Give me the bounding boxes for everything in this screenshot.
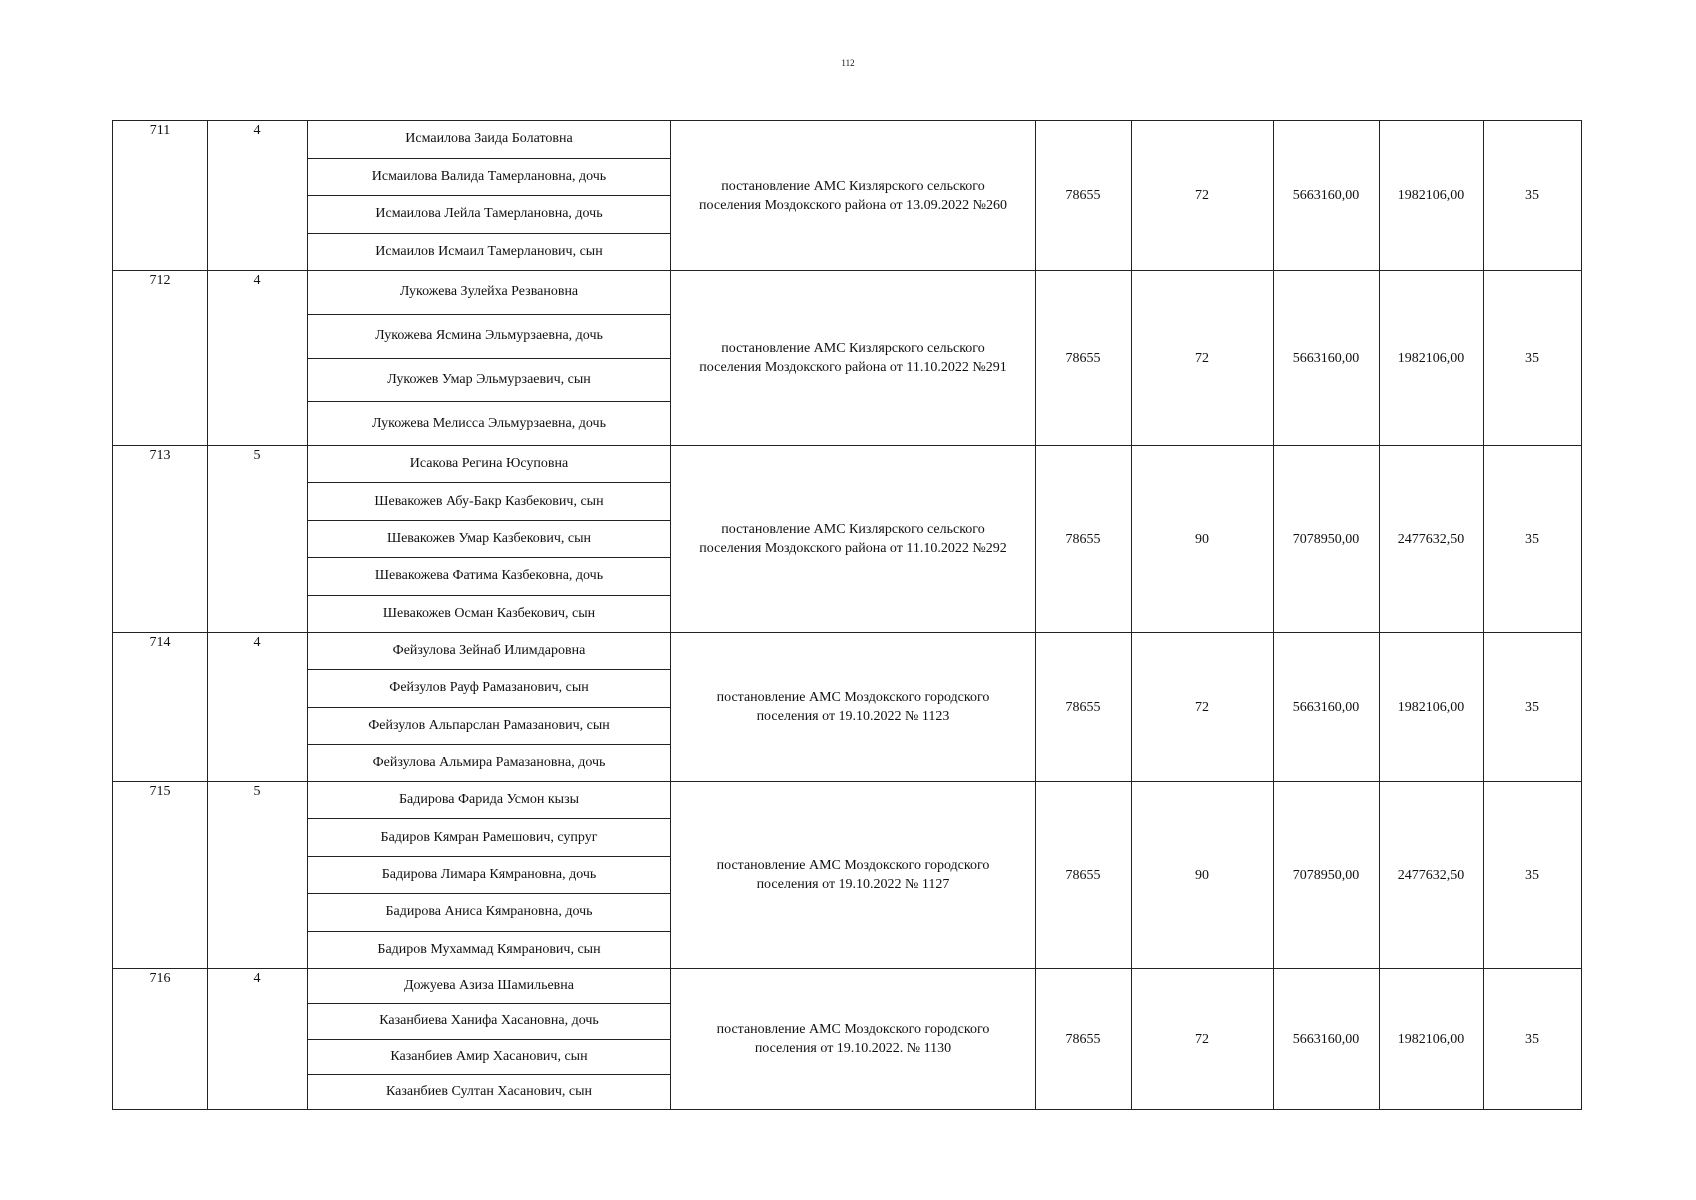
family-member: Шевакожев Умар Казбекович, сын xyxy=(308,521,670,558)
area: 72 xyxy=(1195,1031,1209,1047)
decree-reference: постановление АМС Моздокского городского поселения от 19.10.2022 № 1127 xyxy=(716,858,990,892)
total-amount: 5663160,00 xyxy=(1292,188,1360,203)
family-members xyxy=(307,782,671,968)
decree-reference: постановление АМС Кизлярского сельского поселения Моздокского района от 11.10.2022 №291 xyxy=(699,341,1007,375)
total-amount: 7078950,00 xyxy=(1292,531,1360,547)
family-size: 4 xyxy=(253,123,261,138)
family-member: Бадиров Кямран Рамешович, супруг xyxy=(308,819,670,856)
family-member: Исмаилова Валида Тамерлановна, дочь xyxy=(308,159,670,197)
family-member: Шевакожев Абу-Бакр Казбекович, сын xyxy=(308,483,670,520)
area: 90 xyxy=(1195,867,1209,883)
family-member: Дожуева Азиза Шамильевна xyxy=(308,969,670,1004)
family-member: Бадирова Лимара Кямрановна, дочь xyxy=(308,857,670,894)
percent: 35 xyxy=(1525,350,1539,366)
family-members xyxy=(307,633,671,781)
record-number: 711 xyxy=(149,123,171,138)
percent: 35 xyxy=(1525,699,1539,715)
family-size: 4 xyxy=(253,971,261,986)
total-amount: 5663160,00 xyxy=(1292,699,1360,715)
payment-amount: 1982106,00 xyxy=(1397,699,1465,715)
family-member: Бадирова Фарида Усмон кызы xyxy=(308,782,670,819)
family-member: Шевакожев Осман Казбекович, сын xyxy=(382,605,596,621)
table-row xyxy=(113,446,1581,633)
payment-amount: 1982106,00 xyxy=(1397,1031,1465,1047)
total-amount: 5663160,00 xyxy=(1292,1031,1360,1047)
total-amount: 5663160,00 xyxy=(1292,350,1360,366)
price-per-sqm: 78655 xyxy=(1065,350,1101,366)
record-number: 716 xyxy=(149,971,171,986)
area: 72 xyxy=(1195,188,1209,203)
table-row xyxy=(113,633,1581,782)
price-per-sqm: 78655 xyxy=(1065,188,1101,203)
family-size: 5 xyxy=(253,784,261,799)
family-member: Бадиров Мухаммад Кямранович, сын xyxy=(377,941,601,957)
record-number: 712 xyxy=(149,273,171,288)
decree-reference: постановление АМС Кизлярского сельского поселения Моздокского района от 11.10.2022 №292 xyxy=(699,522,1007,556)
percent: 35 xyxy=(1525,188,1539,203)
family-member: Лукожева Ясмина Эльмурзаевна, дочь xyxy=(308,315,670,359)
page-number: 112 xyxy=(841,58,855,68)
record-number: 714 xyxy=(149,635,171,650)
price-per-sqm: 78655 xyxy=(1065,867,1101,883)
payment-amount: 1982106,00 xyxy=(1397,188,1465,203)
family-size: 4 xyxy=(253,273,261,288)
record-number: 715 xyxy=(149,784,171,799)
percent: 35 xyxy=(1525,867,1539,883)
family-members xyxy=(307,969,671,1109)
family-member: Бадирова Аниса Кямрановна, дочь xyxy=(308,894,670,931)
decree-reference: постановление АМС Моздокского городского поселения от 19.10.2022 № 1123 xyxy=(716,690,990,724)
payment-amount: 2477632,50 xyxy=(1397,867,1465,883)
record-number: 713 xyxy=(149,448,171,463)
price-per-sqm: 78655 xyxy=(1065,699,1101,715)
family-member: Казанбиева Ханифа Хасановна, дочь xyxy=(308,1004,670,1039)
housing-register-table xyxy=(112,120,1582,1110)
total-amount: 7078950,00 xyxy=(1292,867,1360,883)
price-per-sqm: 78655 xyxy=(1065,1031,1101,1047)
family-member: Казанбиев Султан Хасанович, сын xyxy=(385,1083,593,1099)
family-member: Исмаилова Лейла Тамерлановна, дочь xyxy=(308,196,670,234)
table-row xyxy=(113,782,1581,969)
family-member: Лукожева Зулейха Резвановна xyxy=(308,271,670,315)
family-members xyxy=(307,271,671,445)
table-row xyxy=(113,969,1581,1109)
area: 72 xyxy=(1195,699,1209,715)
family-member: Фейзулова Альмира Рамазановна, дочь xyxy=(372,754,606,770)
price-per-sqm: 78655 xyxy=(1065,531,1101,547)
family-member: Казанбиев Амир Хасанович, сын xyxy=(308,1040,670,1075)
family-member: Фейзулов Рауф Рамазанович, сын xyxy=(308,670,670,707)
decree-reference: постановление АМС Моздокского городского поселения от 19.10.2022. № 1130 xyxy=(716,1022,990,1056)
family-member: Исмаилов Исмаил Тамерланович, сын xyxy=(375,243,603,259)
table-row xyxy=(113,121,1581,271)
percent: 35 xyxy=(1525,531,1539,547)
family-members xyxy=(307,446,671,632)
decree-reference: постановление АМС Кизлярского сельского поселения Моздокского района от 13.09.2022 №260 xyxy=(699,178,1007,213)
family-member: Исмаилова Заида Болатовна xyxy=(308,121,670,159)
area: 90 xyxy=(1195,531,1209,547)
area: 72 xyxy=(1195,350,1209,366)
family-member: Фейзулова Зейнаб Илимдаровна xyxy=(308,633,670,670)
table-row xyxy=(113,271,1581,446)
family-member: Фейзулов Альпарслан Рамазанович, сын xyxy=(308,708,670,745)
payment-amount: 2477632,50 xyxy=(1397,531,1465,547)
percent: 35 xyxy=(1525,1031,1539,1047)
family-member: Шевакожева Фатима Казбековна, дочь xyxy=(308,558,670,595)
family-member: Исакова Регина Юсуповна xyxy=(308,446,670,483)
family-member: Лукожева Мелисса Эльмурзаевна, дочь xyxy=(372,415,606,431)
family-members xyxy=(307,121,671,270)
payment-amount: 1982106,00 xyxy=(1397,350,1465,366)
family-size: 5 xyxy=(253,448,261,463)
family-member: Лукожев Умар Эльмурзаевич, сын xyxy=(308,359,670,403)
family-size: 4 xyxy=(253,635,261,650)
